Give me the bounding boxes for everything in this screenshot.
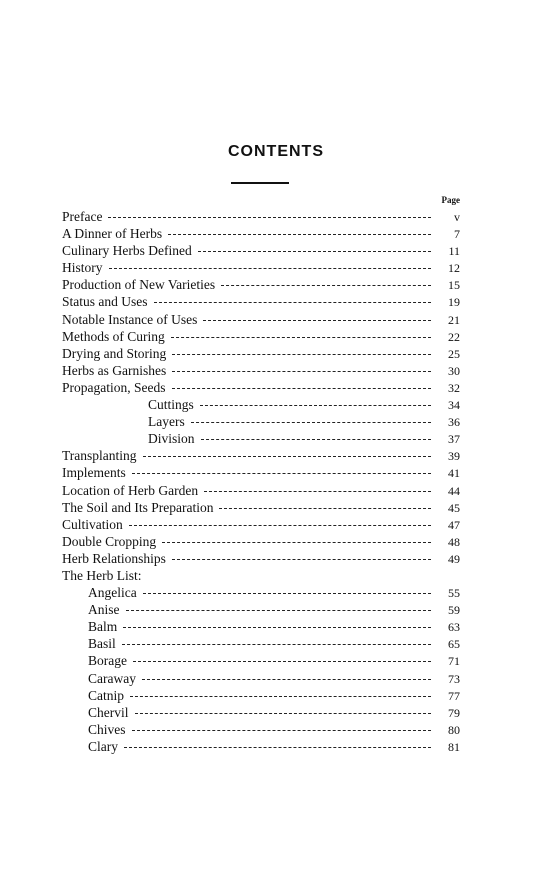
toc-entry — [62, 362, 460, 379]
dot-leader — [204, 491, 431, 492]
toc-entry — [62, 276, 460, 293]
toc-entry-label: Implements — [62, 465, 126, 481]
dot-leader — [172, 559, 431, 560]
dot-leader — [172, 354, 431, 355]
dot-leader — [122, 644, 431, 645]
toc-entry-page: 7 — [454, 227, 460, 242]
toc-entry — [62, 670, 460, 687]
toc-entry-label: Layers — [148, 414, 185, 430]
dot-leader — [171, 337, 431, 338]
toc-entry — [62, 533, 460, 550]
toc-entry-label: Preface — [62, 209, 103, 224]
toc-entry — [62, 396, 460, 413]
toc-entry — [62, 499, 460, 516]
toc-entry — [62, 328, 460, 345]
title-rule — [231, 182, 289, 184]
toc-entry — [62, 687, 460, 704]
toc-entry-page: 47 — [448, 517, 460, 532]
toc-entry — [62, 259, 460, 276]
toc-entry-label: Notable Instance of Uses — [62, 311, 198, 327]
dot-leader — [132, 730, 431, 731]
toc-entry-page: 12 — [448, 261, 460, 276]
toc-entry-page: 55 — [448, 586, 460, 601]
dot-leader — [143, 456, 431, 457]
toc-entry-label: Borage — [88, 653, 127, 669]
toc-entry-label: Clary — [88, 738, 118, 754]
toc-entry — [62, 242, 460, 259]
dot-leader — [168, 234, 431, 235]
toc-entry-page: 48 — [448, 534, 460, 549]
toc-entry-page: 32 — [448, 380, 460, 395]
dot-leader — [126, 610, 432, 611]
toc-entry — [62, 618, 460, 635]
toc-entry-page: 59 — [448, 603, 460, 618]
toc-entry-page: 65 — [448, 637, 460, 652]
toc-entry-label: Chives — [88, 721, 126, 737]
toc-entry-label: Cuttings — [148, 397, 194, 413]
toc-entry-label: Culinary Herbs Defined — [62, 243, 192, 259]
toc-entry-page: 19 — [448, 295, 460, 310]
toc-entry-label: Herb Relationships — [62, 550, 166, 566]
dot-leader — [109, 268, 432, 269]
toc-entry — [62, 311, 460, 328]
toc-entry-page: 77 — [448, 688, 460, 703]
toc-entry — [62, 635, 460, 652]
toc-entry-label: Methods of Curing — [62, 328, 165, 344]
toc-entry — [62, 738, 460, 755]
toc-entry — [62, 721, 460, 738]
toc-entry-label: Drying and Storing — [62, 345, 167, 361]
toc-entry — [62, 293, 460, 310]
toc-entry-page: 71 — [448, 654, 460, 669]
toc-entry — [62, 413, 460, 430]
toc-entry — [62, 447, 460, 464]
dot-leader — [132, 473, 431, 474]
dot-leader — [203, 320, 431, 321]
toc-entry-page: 80 — [448, 722, 460, 737]
dot-leader — [221, 285, 431, 286]
dot-leader — [133, 661, 431, 662]
toc-entry-page: 49 — [448, 551, 460, 566]
toc-entry-page: 15 — [448, 278, 460, 293]
toc-entry — [62, 567, 460, 584]
toc-entry — [62, 550, 460, 567]
toc-entry-label: Location of Herb Garden — [62, 482, 199, 498]
toc-entry-label: Basil — [88, 636, 116, 652]
toc-entry-page: 11 — [448, 244, 460, 259]
toc-entry-page: 73 — [448, 671, 460, 686]
toc-entry-label: Herbs as Garnishes — [62, 362, 167, 378]
toc-entry-page: 22 — [448, 329, 460, 344]
dot-leader — [129, 525, 431, 526]
dot-leader — [142, 679, 431, 680]
toc-entry-label: Balm — [88, 619, 118, 635]
toc-entry — [62, 345, 460, 362]
toc-entry-page: v — [454, 210, 460, 224]
dot-leader — [200, 405, 431, 406]
toc-entry — [62, 482, 460, 499]
page-column-header: Page — [441, 195, 460, 205]
dot-leader — [154, 302, 432, 303]
toc-entry-label: Production of New Varieties — [62, 277, 216, 293]
toc-entry-label: Cultivation — [62, 516, 123, 532]
toc-entry — [62, 225, 460, 242]
dot-leader — [108, 217, 431, 218]
toc-entry — [62, 464, 460, 481]
toc-entry-page: 81 — [448, 739, 460, 754]
toc-entry — [62, 379, 460, 396]
toc-entry-label: Division — [148, 431, 195, 447]
toc-entry-page: 30 — [448, 363, 460, 378]
toc-entry-label: Catnip — [88, 687, 124, 703]
dot-leader — [124, 747, 431, 748]
toc-entry-label: Double Cropping — [62, 533, 157, 549]
dot-leader — [143, 593, 431, 594]
toc-entry-page: 37 — [448, 432, 460, 447]
page-title: CONTENTS — [228, 143, 324, 160]
toc-entry — [62, 584, 460, 601]
dot-leader — [172, 371, 431, 372]
dot-leader — [191, 422, 431, 423]
toc-entry-label: Angelica — [88, 585, 137, 601]
toc-entry-page: 39 — [448, 449, 460, 464]
dot-leader — [201, 439, 431, 440]
toc-entry-label: Status and Uses — [62, 294, 148, 310]
toc-entry — [62, 652, 460, 669]
toc-entry-page: 41 — [448, 466, 460, 481]
toc-entry-label: The Soil and Its Preparation — [62, 499, 214, 515]
toc-entry-label: Chervil — [88, 704, 129, 720]
toc-entry-label: Anise — [88, 602, 120, 618]
dot-leader — [123, 627, 431, 628]
dot-leader — [162, 542, 431, 543]
toc-entry-label: The Herb List: — [62, 567, 142, 583]
toc-entry-page: 25 — [448, 346, 460, 361]
dot-leader — [219, 508, 431, 509]
dot-leader — [172, 388, 432, 389]
toc-entry-page: 63 — [448, 620, 460, 635]
toc-entry-page: 79 — [448, 705, 460, 720]
dot-leader — [130, 696, 431, 697]
toc-entry-page: 21 — [448, 312, 460, 327]
toc-entry-label: History — [62, 260, 103, 276]
dot-leader — [135, 713, 432, 714]
toc-entry-label: Propagation, Seeds — [62, 379, 166, 395]
toc-entry-label: Caraway — [88, 670, 136, 686]
toc-entry — [62, 704, 460, 721]
toc-entry-label: A Dinner of Herbs — [62, 226, 163, 242]
toc-entry-page: 34 — [448, 398, 460, 413]
toc-entry — [62, 208, 460, 225]
toc-entry — [62, 430, 460, 447]
table-of-contents — [62, 208, 460, 755]
dot-leader — [198, 251, 431, 252]
toc-entry — [62, 601, 460, 618]
toc-entry-label: Transplanting — [62, 448, 137, 464]
toc-entry — [62, 516, 460, 533]
toc-entry-page: 45 — [448, 500, 460, 515]
toc-entry-page: 36 — [448, 415, 460, 430]
toc-entry-page: 44 — [448, 483, 460, 498]
